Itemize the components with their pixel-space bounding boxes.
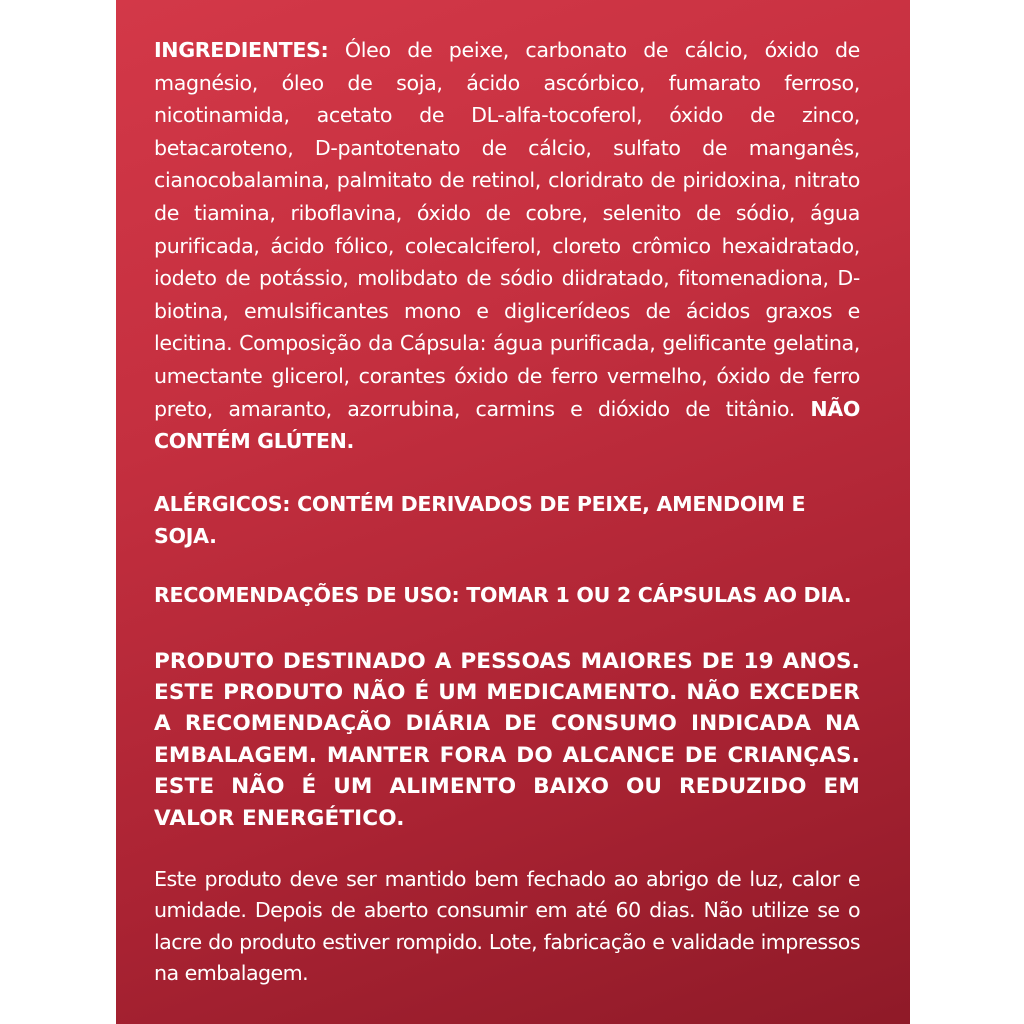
warning-statement: PRODUTO DESTINADO A PESSOAS MAIORES DE 19 ANOS. ESTE PRODUTO NÃO É UM MEDICAMENTO. NÃO EXCEDER A RECOMENDAÇÃO DIÁRIA DE CONSUMO INDICADA NA EMBALAGEM. MANTER FORA DO ALCANCE DE CRIANÇAS. ESTE NÃO É UM ALIMENTO BAIXO OU REDUZIDO EM VALOR ENERGÉTICO. (154, 648, 860, 831)
spacer (154, 834, 860, 864)
spacer (154, 553, 860, 579)
ingredients-paragraph (154, 34, 860, 458)
gluten-note: NÃO CONTÉM GLÚTEN. (154, 396, 860, 454)
spacer (154, 612, 860, 646)
ingredients-text: Óleo de peixe, carbonato de cálcio, óxido de magnésio, óleo de soja, ácido ascórbico, fumarato ferroso, nicotinamida, acetato de DL-alfa-tocoferol, óxido de zinco, betacaroteno, D-pantotenato de cálcio, sulfato de manganês, cianocobalamina, palmitato de retinol, cloridrato de piridoxina, nitrato de tiamina, riboflavina, óxido de cobre, selenito de sódio, água purificada, ácido fólico, colecalciferol, cloreto crômico hexaidratado, iodeto de potássio, molibdato de sódio diidratado, fitomenadiona, D-biotina, emulsificantes mono e diglicerídeos de ácidos graxos e lecitina. Composição da Cápsula: água purificada, gelificante gelatina, umectante glicerol, corantes óxido de ferro vermelho, óxido de ferro preto, amaranto, azorrubina, carmins e dióxido de titânio. (154, 38, 860, 421)
ingredients-label: INGREDIENTES: (154, 38, 329, 62)
label-panel (116, 0, 910, 1024)
allergens-statement: ALÉRGICOS: CONTÉM DERIVADOS DE PEIXE, AMENDOIM E SOJA. (154, 491, 806, 549)
storage-instructions: Este produto deve ser mantido bem fechado ao abrigo de luz, calor e umidade. Depois de aberto consumir em até 60 dias. Não utilize se o lacre do produto estiver rompido. Lote, fabricação e validade impressos na embalagem. (154, 866, 860, 986)
usage-recommendation: RECOMENDAÇÕES DE USO: TOMAR 1 OU 2 CÁPSULAS AO DIA. (154, 582, 852, 607)
spacer (154, 458, 860, 488)
